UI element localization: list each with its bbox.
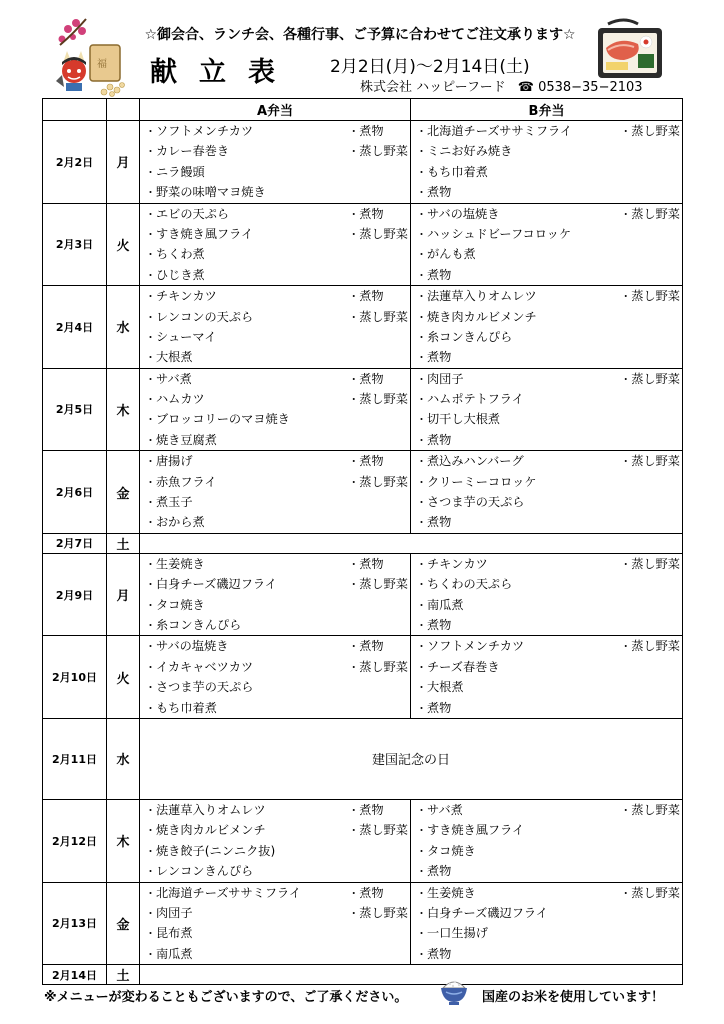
closed-day-cell xyxy=(140,965,683,985)
weekday-cell: 木 xyxy=(107,799,140,882)
bento-b-sides xyxy=(620,554,680,574)
menu-item: ・ 南瓜煮 xyxy=(140,944,410,964)
menu-item: ・ 大根煮 xyxy=(140,347,410,367)
bento-a-sides xyxy=(348,369,408,410)
menu-item: ・ チキンカツ xyxy=(140,286,410,306)
bento-a-sides xyxy=(348,204,408,245)
bento-b-cell xyxy=(411,882,683,965)
menu-item: ・ サバの塩焼き xyxy=(411,204,682,224)
menu-item: ・ 法蓮草入りオムレツ xyxy=(140,800,410,820)
table-row xyxy=(43,368,683,451)
side-dish: ・ 蒸し野菜 xyxy=(348,224,408,244)
menu-item: ・ 唐揚げ xyxy=(140,451,410,471)
weekday-cell: 月 xyxy=(107,553,140,636)
side-dish: ・ 蒸し野菜 xyxy=(348,472,408,492)
menu-item: ・ ハムポテトフライ xyxy=(411,389,682,409)
side-dish: ・ 蒸し野菜 xyxy=(620,800,680,820)
side-dish: ・ 蒸し野菜 xyxy=(620,204,680,224)
bento-a-sides xyxy=(348,800,408,841)
menu-item: ・ イカキャベツカツ xyxy=(140,657,410,677)
bento-b-cell xyxy=(411,121,683,204)
menu-item: ・ 煮物 xyxy=(411,698,682,718)
table-row xyxy=(43,121,683,204)
side-dish: ・ 煮物 xyxy=(348,121,408,141)
table-row xyxy=(43,799,683,882)
side-dish: ・ 煮物 xyxy=(348,636,408,656)
side-dish: ・ 煮物 xyxy=(348,800,408,820)
menu-item: ・ 煮物 xyxy=(411,265,682,285)
bento-b-sides xyxy=(620,800,680,820)
closed-day-cell xyxy=(140,533,683,553)
menu-item: ・ クリーミーコロッケ xyxy=(411,472,682,492)
menu-item: ・ 焼き豆腐煮 xyxy=(140,430,410,450)
side-dish: ・ 蒸し野菜 xyxy=(348,657,408,677)
column-b-header: B弁当 xyxy=(411,99,683,121)
menu-item: ・ ひじき煮 xyxy=(140,265,410,285)
bento-b-sides xyxy=(620,883,680,903)
weekday-cell: 木 xyxy=(107,368,140,451)
menu-item: ・ もち巾着煮 xyxy=(140,698,410,718)
menu-item: ・ 煮込みハンバーグ xyxy=(411,451,682,471)
weekday-header-cell xyxy=(107,99,140,121)
side-dish: ・ 煮物 xyxy=(348,204,408,224)
table-row xyxy=(43,286,683,369)
menu-item: ・ 白身チーズ磯辺フライ xyxy=(140,574,410,594)
date-cell: 2月9日 xyxy=(43,553,107,636)
bento-box-icon xyxy=(594,14,666,84)
menu-item: ・ 煮物 xyxy=(411,861,682,881)
menu-table xyxy=(42,98,683,985)
weekday-cell: 火 xyxy=(107,636,140,719)
menu-item: ・ 煮物 xyxy=(411,347,682,367)
closed-day-row xyxy=(43,965,683,985)
side-dish: ・ 煮物 xyxy=(348,286,408,306)
holiday-row xyxy=(43,718,683,799)
menu-item: ・ 煮物 xyxy=(411,430,682,450)
weekday-cell: 金 xyxy=(107,451,140,534)
svg-text:福: 福 xyxy=(97,59,107,70)
side-dish: ・ 蒸し野菜 xyxy=(348,574,408,594)
date-cell: 2月5日 xyxy=(43,368,107,451)
menu-item: ・ さつま芋の天ぷら xyxy=(411,492,682,512)
table-row xyxy=(43,451,683,534)
side-dish: ・ 蒸し野菜 xyxy=(348,307,408,327)
bento-b-cell xyxy=(411,368,683,451)
menu-item: ・ 煮物 xyxy=(411,182,682,202)
side-dish: ・ 煮物 xyxy=(348,883,408,903)
menu-item: ・ 生姜焼き xyxy=(411,883,682,903)
menu-item: ・ シューマイ xyxy=(140,327,410,347)
menu-item: ・ ハッシュドビーフコロッケ xyxy=(411,224,682,244)
bento-b-cell xyxy=(411,636,683,719)
menu-item: ・ もち巾着煮 xyxy=(411,162,682,182)
menu-item: ・ チーズ春巻き xyxy=(411,657,682,677)
menu-period: 2月2日(月)〜2月14日(土) xyxy=(330,57,530,77)
table-row xyxy=(43,636,683,719)
bento-a-cell xyxy=(140,553,411,636)
menu-item: ・ 北海道チーズササミフライ xyxy=(411,121,682,141)
bento-b-cell xyxy=(411,799,683,882)
menu-item: ・ 肉団子 xyxy=(411,369,682,389)
date-cell: 2月10日 xyxy=(43,636,107,719)
menu-item: ・ レンコンの天ぷら xyxy=(140,307,410,327)
menu-item: ・ 昆布煮 xyxy=(140,923,410,943)
date-cell: 2月12日 xyxy=(43,799,107,882)
menu-item: ・ ニラ饅頭 xyxy=(140,162,410,182)
bento-b-sides xyxy=(620,121,680,141)
menu-body xyxy=(43,121,683,985)
company-tel: 0538−35−2103 xyxy=(538,80,643,95)
menu-item: ・ すき焼き風フライ xyxy=(140,224,410,244)
side-dish: ・ 蒸し野菜 xyxy=(620,369,680,389)
menu-item: ・ 南瓜煮 xyxy=(411,595,682,615)
side-dish: ・ 蒸し野菜 xyxy=(348,389,408,409)
menu-item: ・ 一口生揚げ xyxy=(411,923,682,943)
menu-item: ・ 野菜の味噌マヨ焼き xyxy=(140,182,410,202)
side-dish: ・ 蒸し野菜 xyxy=(348,903,408,923)
bento-b-sides xyxy=(620,204,680,224)
date-cell: 2月7日 xyxy=(43,533,107,553)
side-dish: ・ 煮物 xyxy=(348,369,408,389)
side-dish: ・ 蒸し野菜 xyxy=(620,451,680,471)
side-dish: ・ 蒸し野菜 xyxy=(620,883,680,903)
header-tagline: ☆御会合、ランチ会、各種行事、ご予算に合わせてご注文承ります☆ xyxy=(144,27,576,43)
bento-a-sides xyxy=(348,451,408,492)
menu-item: ・ すき焼き風フライ xyxy=(411,820,682,840)
side-dish: ・ 蒸し野菜 xyxy=(620,636,680,656)
weekday-cell: 火 xyxy=(107,203,140,286)
setsubun-oni-icon xyxy=(52,15,130,97)
menu-item: ・ 焼き肉カルビメンチ xyxy=(140,820,410,840)
weekday-cell: 水 xyxy=(107,718,140,799)
bento-a-sides xyxy=(348,121,408,162)
menu-item: ・ 肉団子 xyxy=(140,903,410,923)
menu-item: ・ 切干し大根煮 xyxy=(411,409,682,429)
menu-item: ・ 煮玉子 xyxy=(140,492,410,512)
bento-a-cell xyxy=(140,203,411,286)
menu-item: ・ 赤魚フライ xyxy=(140,472,410,492)
bento-a-cell xyxy=(140,636,411,719)
weekday-cell: 土 xyxy=(107,533,140,553)
bento-a-sides xyxy=(348,636,408,677)
bento-a-sides xyxy=(348,286,408,327)
bento-b-sides xyxy=(620,286,680,306)
menu-item: ・ エビの天ぷら xyxy=(140,204,410,224)
bento-a-cell xyxy=(140,368,411,451)
company-name: 株式会社 ハッピーフード xyxy=(360,80,506,95)
menu-item: ・ がんも煮 xyxy=(411,244,682,264)
table-row xyxy=(43,203,683,286)
menu-item: ・ 生姜焼き xyxy=(140,554,410,574)
date-cell: 2月6日 xyxy=(43,451,107,534)
menu-item: ・ ハムカツ xyxy=(140,389,410,409)
footer-note: ※メニューが変わることもございますので、ご了承ください。 xyxy=(44,990,408,1005)
menu-item: ・ チキンカツ xyxy=(411,554,682,574)
menu-item: ・ カレー春巻き xyxy=(140,141,410,161)
date-cell: 2月3日 xyxy=(43,203,107,286)
bento-a-cell xyxy=(140,882,411,965)
menu-item: ・ タコ焼き xyxy=(411,841,682,861)
date-cell: 2月4日 xyxy=(43,286,107,369)
table-row xyxy=(43,882,683,965)
menu-item: ・ ミニお好み焼き xyxy=(411,141,682,161)
side-dish: ・ 煮物 xyxy=(348,451,408,471)
menu-item: ・ ちくわ煮 xyxy=(140,244,410,264)
side-dish: ・ 蒸し野菜 xyxy=(620,286,680,306)
menu-item: ・ サバ煮 xyxy=(140,369,410,389)
menu-item: ・ 糸コンきんぴら xyxy=(140,615,410,635)
column-a-header: A弁当 xyxy=(140,99,411,121)
menu-item: ・ 煮物 xyxy=(411,615,682,635)
menu-item: ・ サバの塩焼き xyxy=(140,636,410,656)
menu-item: ・ 煮物 xyxy=(411,944,682,964)
bento-b-cell xyxy=(411,203,683,286)
menu-item: ・ さつま芋の天ぷら xyxy=(140,677,410,697)
date-cell: 2月13日 xyxy=(43,882,107,965)
date-cell: 2月14日 xyxy=(43,965,107,985)
table-row xyxy=(43,553,683,636)
menu-item: ・ 焼き肉カルビメンチ xyxy=(411,307,682,327)
weekday-cell: 金 xyxy=(107,882,140,965)
bento-b-sides xyxy=(620,369,680,389)
menu-item: ・ サバ煮 xyxy=(411,800,682,820)
menu-item: ・ ソフトメンチカツ xyxy=(411,636,682,656)
weekday-cell: 水 xyxy=(107,286,140,369)
menu-item: ・ おから煮 xyxy=(140,512,410,532)
menu-item: ・ 煮物 xyxy=(411,512,682,532)
weekday-cell: 月 xyxy=(107,121,140,204)
menu-item: ・ 白身チーズ磯辺フライ xyxy=(411,903,682,923)
bento-b-cell xyxy=(411,286,683,369)
side-dish: ・ 蒸し野菜 xyxy=(348,141,408,161)
bento-b-sides xyxy=(620,451,680,471)
side-dish: ・ 煮物 xyxy=(348,554,408,574)
bento-a-cell xyxy=(140,799,411,882)
bento-a-cell xyxy=(140,451,411,534)
menu-item: ・ タコ焼き xyxy=(140,595,410,615)
menu-item: ・ 糸コンきんぴら xyxy=(411,327,682,347)
footer-rice-note: 国産のお米を使用しています！ xyxy=(482,990,665,1005)
telephone-icon: ☎ xyxy=(517,80,534,95)
bento-a-cell xyxy=(140,286,411,369)
page-title: 献立表 xyxy=(150,57,297,88)
menu-item: ・ レンコンきんぴら xyxy=(140,861,410,881)
menu-item: ・ ブロッコリーのマヨ焼き xyxy=(140,409,410,429)
side-dish: ・ 蒸し野菜 xyxy=(620,554,680,574)
bento-b-sides xyxy=(620,636,680,656)
rice-bowl-icon xyxy=(438,976,470,1006)
bento-a-cell xyxy=(140,121,411,204)
date-cell: 2月11日 xyxy=(43,718,107,799)
table-header-row xyxy=(43,99,683,121)
date-cell: 2月2日 xyxy=(43,121,107,204)
menu-item: ・ 大根煮 xyxy=(411,677,682,697)
side-dish: ・ 蒸し野菜 xyxy=(620,121,680,141)
menu-item: ・ 法蓮草入りオムレツ xyxy=(411,286,682,306)
bento-a-sides xyxy=(348,554,408,595)
menu-item: ・ 焼き餃子(ニンニク抜) xyxy=(140,841,410,861)
bento-a-sides xyxy=(348,883,408,924)
menu-item: ・ ソフトメンチカツ xyxy=(140,121,410,141)
side-dish: ・ 蒸し野菜 xyxy=(348,820,408,840)
menu-item: ・ ちくわの天ぷら xyxy=(411,574,682,594)
bento-b-cell xyxy=(411,553,683,636)
bento-b-cell xyxy=(411,451,683,534)
date-header-cell xyxy=(43,99,107,121)
holiday-name: 建国記念の日 xyxy=(140,718,683,799)
weekday-cell: 土 xyxy=(107,965,140,985)
closed-day-row xyxy=(43,533,683,553)
menu-item: ・ 北海道チーズササミフライ xyxy=(140,883,410,903)
